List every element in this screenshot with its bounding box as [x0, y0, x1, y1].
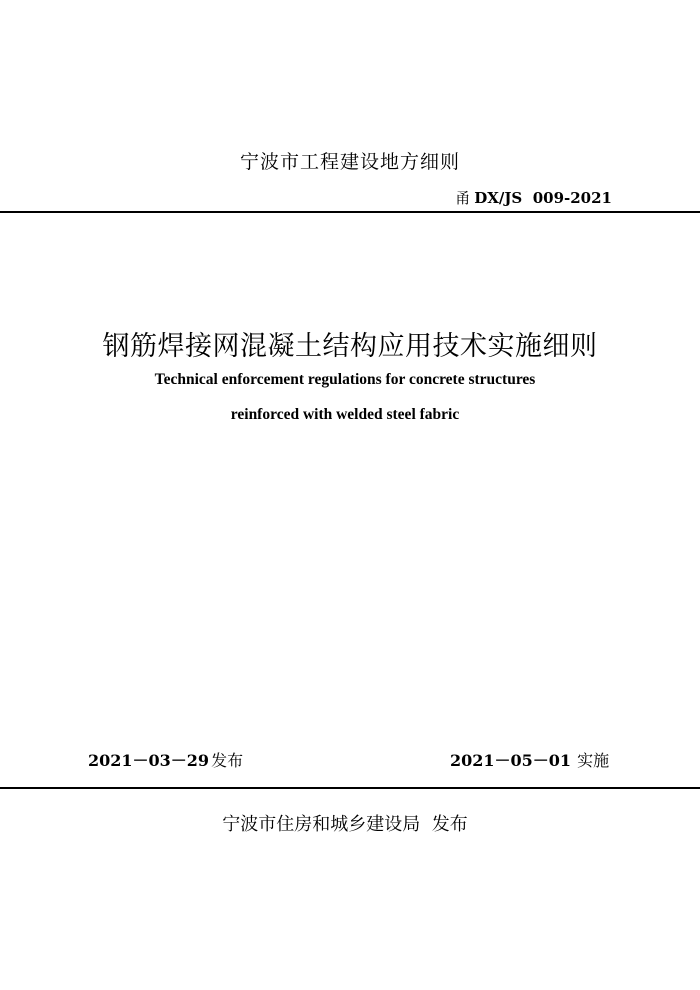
document-title-en-line-2: reinforced with welded steel fabric [230, 406, 460, 423]
effective-date [450, 748, 609, 771]
top-divider [0, 211, 700, 213]
standard-prefix: 甬 [455, 189, 471, 207]
document-title-zh: 钢筋焊接网混凝土结构应用技术实施细则 [102, 331, 598, 362]
issuing-authority: 宁波市住房和城乡建设局 发布 [222, 814, 468, 835]
standard-number [455, 187, 612, 208]
issue-date-value: 2021－03－29 [88, 751, 210, 770]
document-title-en-line-1: Technical enforcement regulations for concrete structures [154, 371, 536, 388]
effective-date-value: 2021－05－01 [450, 751, 572, 770]
series-title: 宁波市工程建设地方细则 [239, 151, 460, 173]
standard-code: DX/JS 009-2021 [474, 189, 612, 207]
effective-date-label: 实施 [577, 751, 610, 770]
bottom-divider [0, 787, 700, 789]
issue-date [88, 748, 243, 771]
issue-date-label: 发布 [211, 751, 244, 770]
